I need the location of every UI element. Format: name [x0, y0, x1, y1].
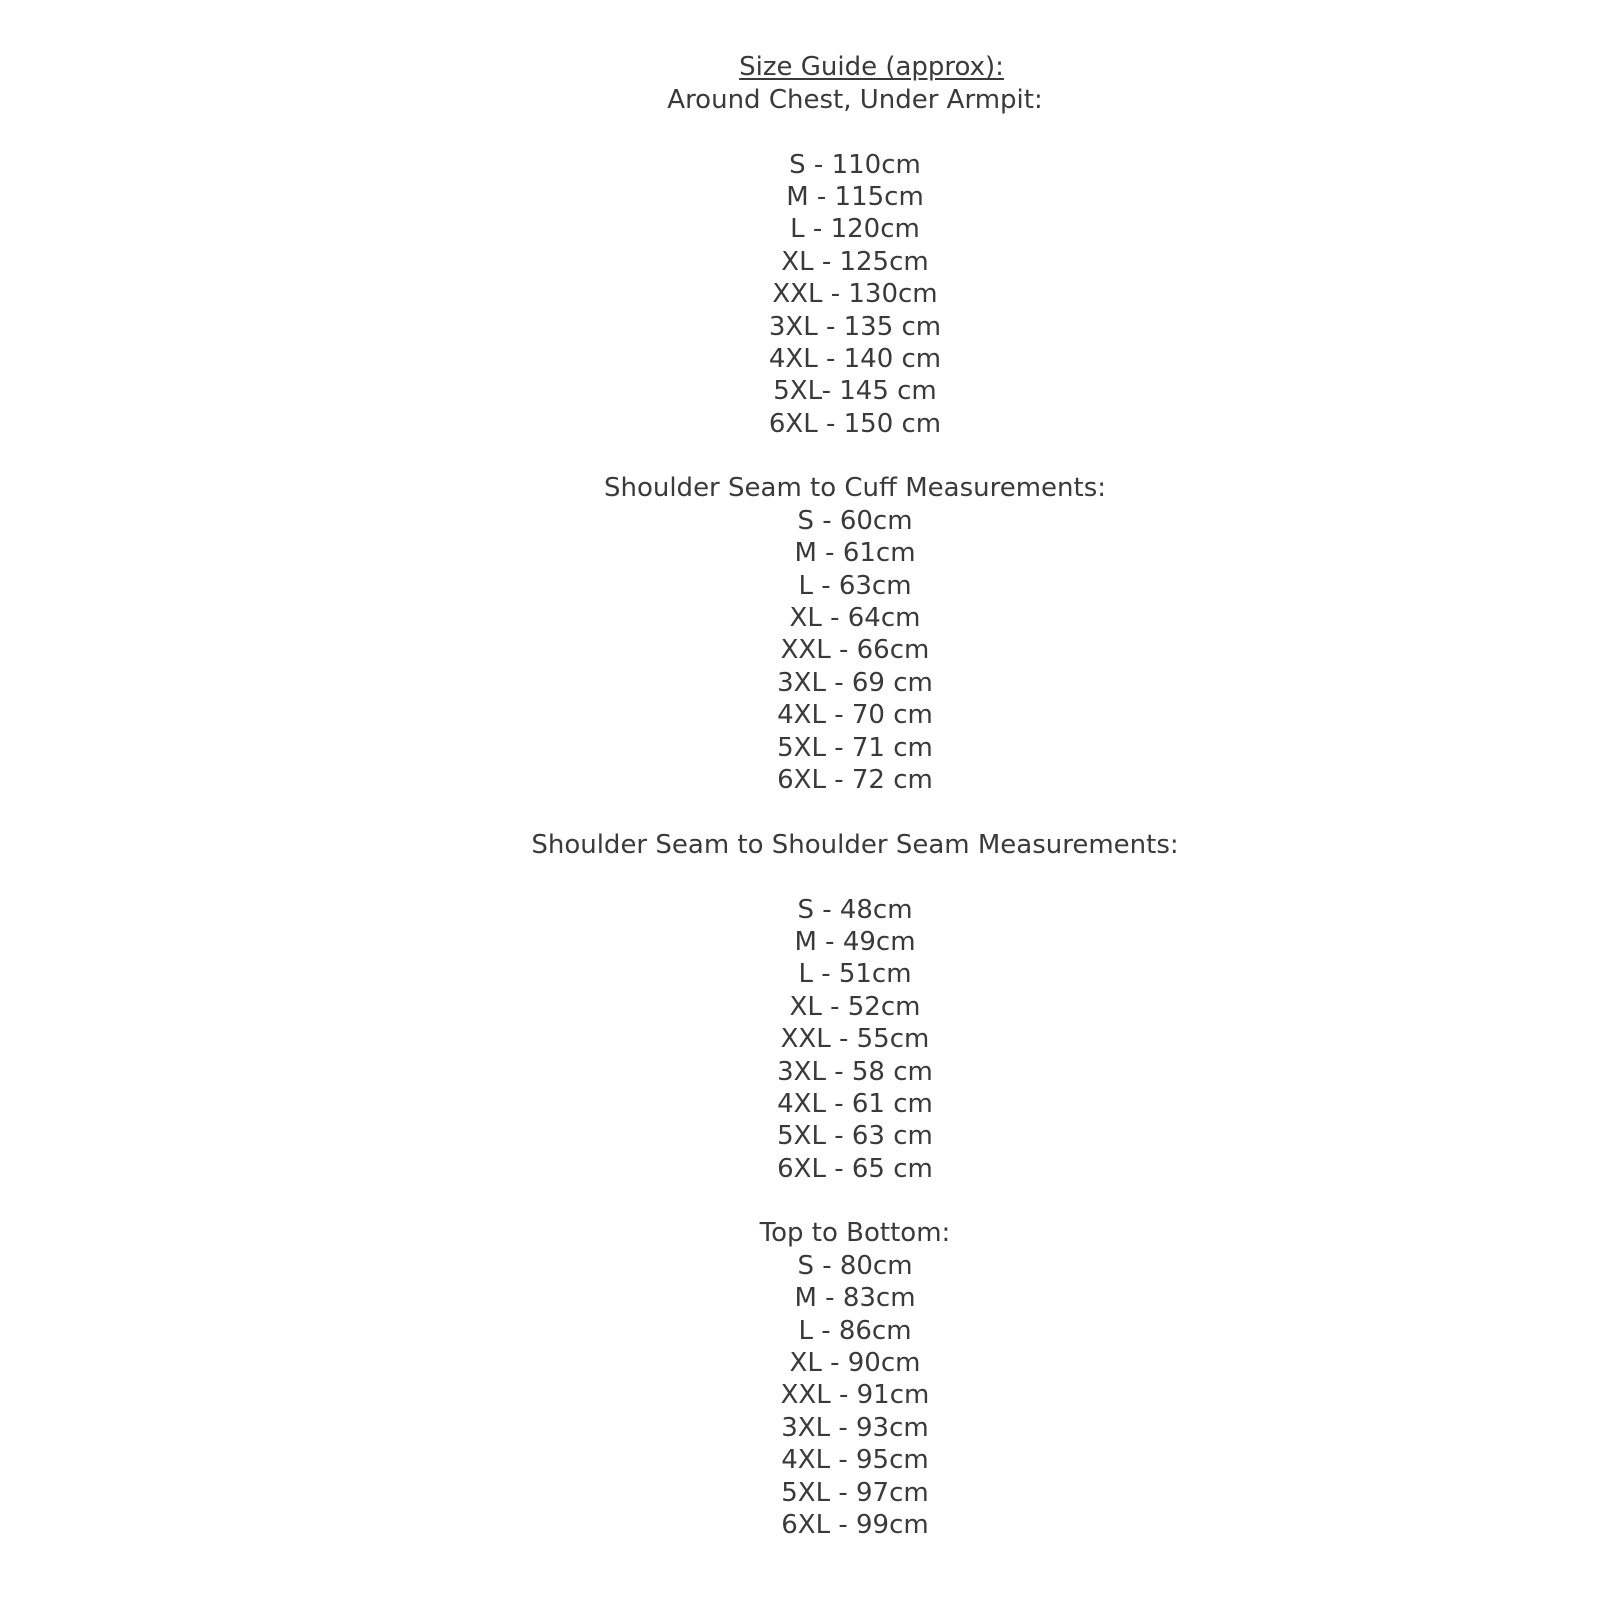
size-row: XL - 52cm [789, 991, 921, 1022]
size-row: 6XL - 65 cm [777, 1153, 933, 1184]
size-row: 4XL - 61 cm [777, 1088, 933, 1119]
size-row: XL - 125cm [781, 246, 929, 277]
blank-line [110, 861, 1600, 893]
size-row: M - 115cm [786, 181, 924, 212]
size-row: 6XL - 99cm [781, 1509, 929, 1540]
size-row: XXL - 55cm [780, 1024, 930, 1055]
size-row: XXL - 91cm [780, 1380, 930, 1411]
size-row: 5XL - 71 cm [777, 732, 933, 763]
size-row: 3XL - 69 cm [777, 667, 933, 698]
section-heading: Around Chest, Under Armpit: [667, 84, 1043, 115]
size-row: 3XL - 93cm [781, 1412, 929, 1443]
size-row: S - 48cm [797, 894, 913, 925]
blank-line [110, 1185, 1600, 1217]
size-row: 5XL - 97cm [781, 1477, 929, 1508]
size-row: 3XL - 135 cm [768, 311, 942, 342]
section-heading: Shoulder Seam to Shoulder Seam Measurements: [531, 829, 1179, 860]
section-heading: Top to Bottom: [759, 1218, 951, 1249]
size-row: XL - 64cm [789, 603, 921, 634]
size-row: XXL - 130cm [772, 279, 938, 310]
page-title-text: Size Guide (approx): [739, 52, 1004, 83]
size-row: L - 86cm [798, 1315, 912, 1346]
size-row: XXL - 66cm [780, 635, 930, 666]
size-row: M - 83cm [794, 1283, 916, 1314]
size-row: 4XL - 95cm [781, 1445, 929, 1476]
size-row: 4XL - 70 cm [777, 700, 933, 731]
size-row: L - 120cm [790, 214, 920, 245]
size-row: M - 49cm [794, 926, 916, 957]
blank-line [110, 440, 1600, 472]
size-row: L - 51cm [798, 959, 912, 990]
size-row: 5XL- 145 cm [773, 376, 937, 407]
blank-line [110, 796, 1600, 828]
size-row: 5XL - 63 cm [777, 1121, 933, 1152]
size-row: 6XL - 72 cm [777, 764, 933, 795]
size-row: S - 110cm [789, 149, 921, 180]
size-row: S - 60cm [797, 505, 913, 536]
section-heading: Shoulder Seam to Cuff Measurements: [603, 473, 1107, 504]
size-row: 4XL - 140 cm [768, 343, 942, 374]
size-row: M - 61cm [794, 538, 916, 569]
size-row: 3XL - 58 cm [777, 1056, 933, 1087]
size-row: L - 63cm [798, 570, 912, 601]
page-title [110, 19, 1600, 83]
size-row: XL - 90cm [789, 1348, 921, 1379]
blank-line [110, 116, 1600, 148]
size-row: 6XL - 150 cm [768, 408, 942, 439]
size-row: S - 80cm [797, 1250, 913, 1281]
